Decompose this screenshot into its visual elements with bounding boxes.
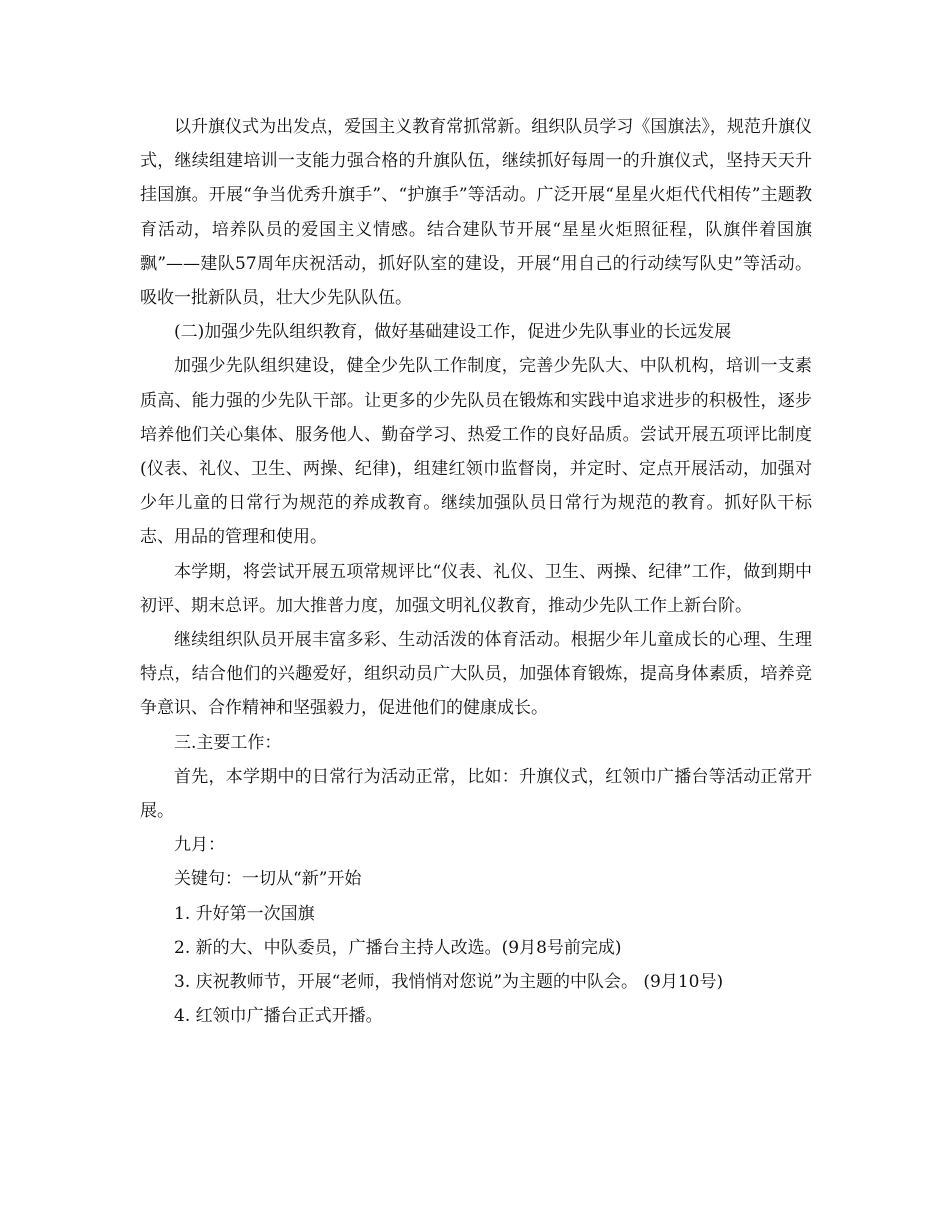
section-heading-organization: (二)加强少先队组织教育，做好基础建设工作，促进少先队事业的长远发展 <box>174 322 732 343</box>
paragraph-sports-activities: 继续组织队员开展丰富多彩、生动活泼的体育活动。根据少年儿童成长的心理、生理特点，结合他们的兴趣爱好，组织动员广大队员，加强体育锻炼，提高身体素质，培养竞争意识、合作精神和坚强毅力，促进他们的健康成长。 <box>140 630 812 719</box>
list-item: 1. 升好第一次国旗 <box>174 903 315 924</box>
paragraph-flag-ceremony: 以升旗仪式为出发点，爱国主义教育常抓常新。组织队员学习《国旗法》，规范升旗仪式，继续组建培训一支能力强合格的升旗队伍，继续抓好每周一的升旗仪式，坚持天天升挂国旗。开展“争当优秀升旗手”、“护旗手”等活动。广泛开展“星星火炬代代相传”主题教育活动，培养队员的爱国主义情感。结合建队节开展“星星火炬照征程，队旗伴着国旗飘”——建队57周年庆祝活动，抓好队室的建设，开展“用自己的行动续写队史”等活动。吸收一批新队员，壮大少先队队伍。 <box>140 117 812 309</box>
document-page <box>140 110 812 1033</box>
list-item: 3. 庆祝教师节，开展“老师，我悄悄对您说”为主题的中队会。 (9月10号) <box>174 972 724 993</box>
paragraph-daily-activities: 首先，本学期中的日常行为活动正常，比如：升旗仪式，红领巾广播台等活动正常开展。 <box>140 766 812 822</box>
list-item: 2. 新的大、中队委员，广播台主持人改选。(9月8号前完成) <box>174 937 622 958</box>
paragraph-five-evaluations: 本学期，将尝试开展五项常规评比“仪表、礼仪、卫生、两操、纪律”工作，做到期中初评、期末总评。加大推普力度，加强文明礼仪教育，推动少先队工作上新台阶。 <box>140 561 812 616</box>
month-heading-september: 九月： <box>174 835 225 856</box>
paragraph-organization-building: 加强少先队组织建设，健全少先队工作制度，完善少先队大、中队机构，培训一支素质高、能力强的少先队干部。让更多的少先队员在锻炼和实践中追求进步的积极性，逐步培养他们关心集体、服务他人、勤奋学习、热爱工作的良好品质。尝试开展五项评比制度(仪表、礼仪、卫生、两操、纪律)，组建红领巾监督岗，并定时、定点开展活动，加强对少年儿童的日常行为规范的养成教育。继续加强队员日常行为规范的教育。抓好队干标志、用品的管理和使用。 <box>140 356 812 548</box>
list-item: 4. 红领巾广播台正式开播。 <box>174 1006 383 1027</box>
keyword-line: 关键句：一切从“新”开始 <box>174 869 362 890</box>
section-heading-main-work: 三.主要工作： <box>174 732 282 753</box>
